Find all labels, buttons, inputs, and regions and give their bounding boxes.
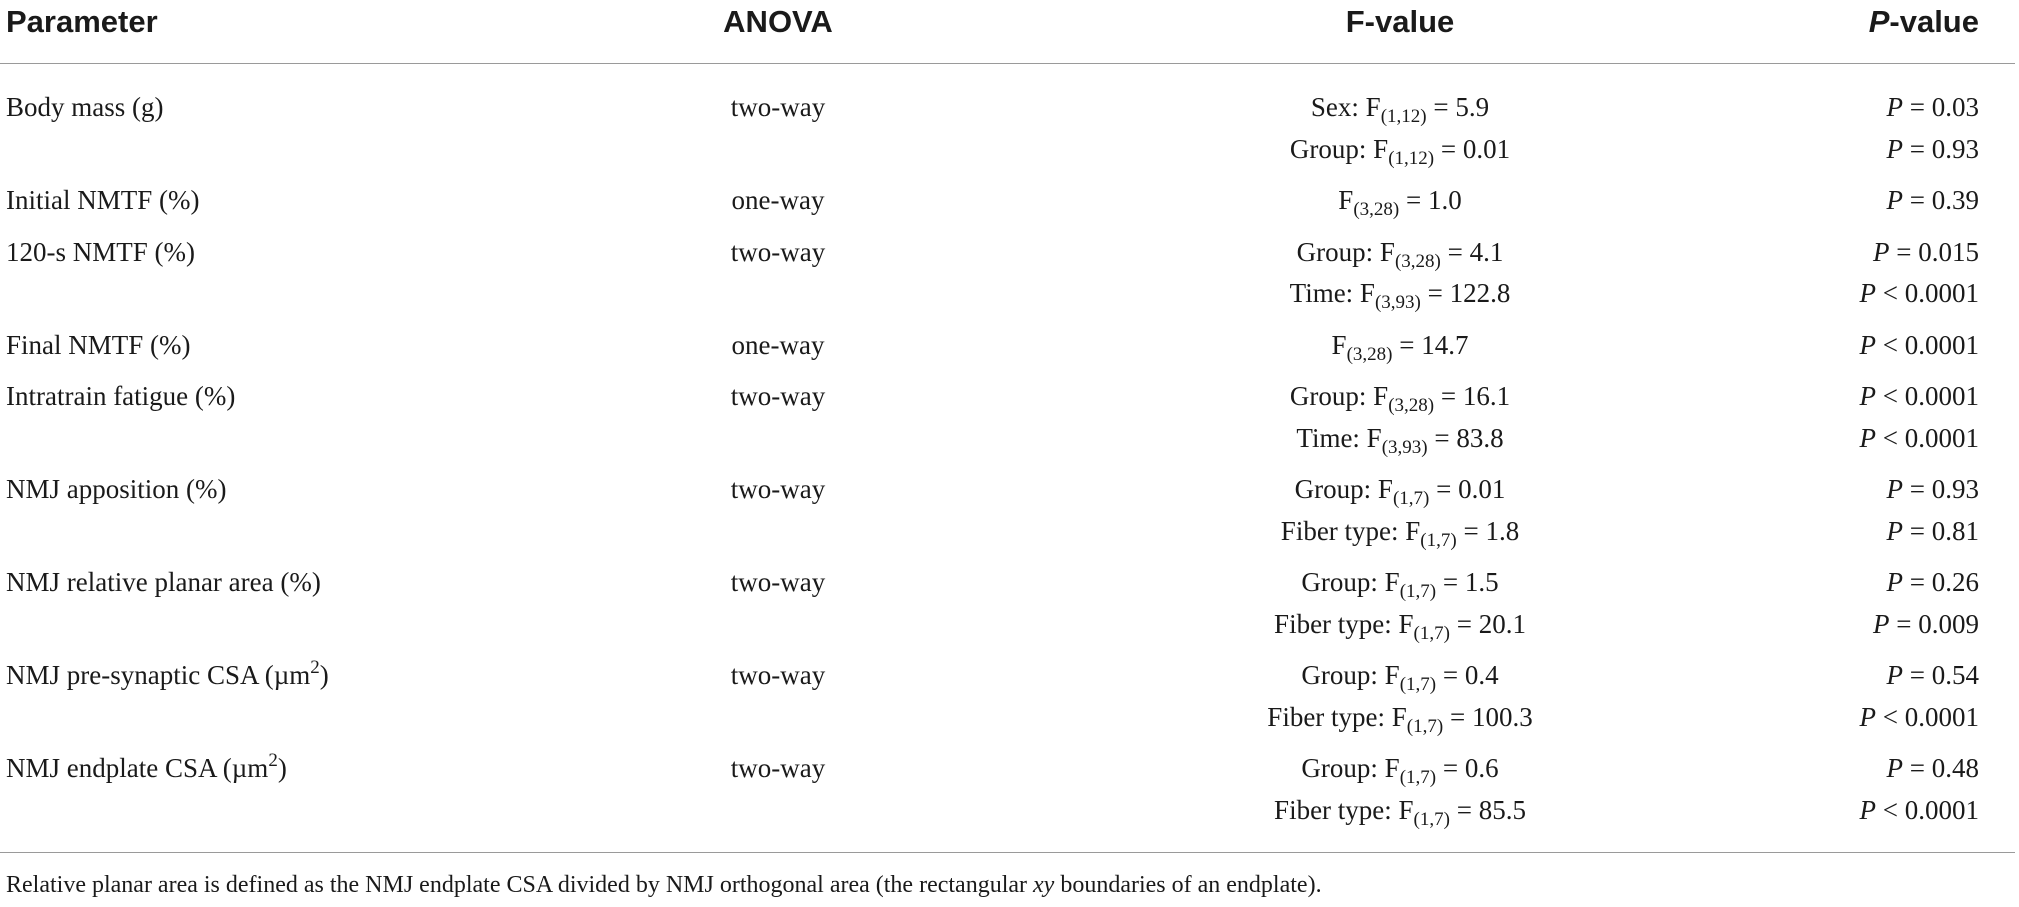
f-label: Sex: F bbox=[1310, 92, 1381, 122]
parameter-label-tail: ) bbox=[277, 753, 287, 783]
parameter-label: NMJ endplate CSA (µm bbox=[6, 753, 269, 783]
p-number: 0.54 bbox=[1931, 660, 1979, 690]
p-number: 0.0001 bbox=[1904, 381, 1979, 411]
parameter-label: Body mass (g) bbox=[6, 92, 164, 122]
anova-cell: one-way bbox=[731, 185, 825, 215]
f-value-cell bbox=[1301, 655, 1498, 695]
anova-cell: two-way bbox=[730, 381, 826, 411]
f-value-cell bbox=[1267, 697, 1532, 737]
anova-cell: two-way bbox=[730, 236, 826, 267]
parameter-label-tail: ) bbox=[319, 660, 329, 690]
degrees-of-freedom: (3,28) bbox=[1353, 199, 1400, 220]
header-pvalue-rest: -value bbox=[1889, 4, 1979, 39]
f-statistic: = 0.6 bbox=[1436, 753, 1499, 783]
p-operator: < bbox=[1876, 381, 1905, 411]
f-value-cell bbox=[1290, 273, 1511, 313]
bottom-rule bbox=[0, 852, 2015, 853]
parameter-label: NMJ apposition (%) bbox=[6, 474, 227, 504]
degrees-of-freedom: (1,7) bbox=[1420, 529, 1457, 551]
degrees-of-freedom: (3,93) bbox=[1381, 436, 1428, 458]
p-symbol: P bbox=[1886, 92, 1904, 122]
footnote-tail: boundaries of an endplate). bbox=[1054, 872, 1322, 898]
p-number: 0.0001 bbox=[1904, 794, 1979, 825]
p-value-cell bbox=[1887, 748, 1979, 788]
p-value-cell bbox=[1887, 129, 1979, 169]
p-symbol: P bbox=[1873, 608, 1890, 639]
p-number: 0.93 bbox=[1931, 474, 1979, 504]
parameter-label: Initial NMTF (%) bbox=[6, 185, 200, 215]
f-value-cell bbox=[1290, 129, 1510, 169]
degrees-of-freedom: (3,28) bbox=[1346, 343, 1393, 365]
p-operator: = bbox=[1889, 608, 1919, 639]
f-label: Fiber type: F bbox=[1267, 701, 1407, 732]
p-number: 0.015 bbox=[1918, 236, 1979, 267]
p-symbol: P bbox=[1873, 236, 1890, 267]
f-value-cell bbox=[1290, 376, 1510, 416]
p-operator: = bbox=[1903, 92, 1932, 122]
p-number: 0.81 bbox=[1931, 515, 1979, 546]
parameter-cell bbox=[6, 180, 199, 220]
f-value-cell bbox=[1311, 87, 1489, 127]
p-number: 0.93 bbox=[1931, 133, 1979, 164]
degrees-of-freedom: (3,28) bbox=[1388, 395, 1435, 416]
f-label: Group: F bbox=[1301, 567, 1400, 597]
p-operator: = bbox=[1903, 133, 1932, 164]
f-statistic: = 5.9 bbox=[1426, 92, 1490, 122]
p-number: 0.0001 bbox=[1904, 278, 1979, 308]
p-symbol: P bbox=[1886, 133, 1904, 164]
p-operator: = bbox=[1903, 474, 1932, 504]
f-statistic: = 0.4 bbox=[1436, 660, 1499, 690]
p-symbol: P bbox=[1886, 753, 1904, 783]
f-statistic: = 4.1 bbox=[1440, 236, 1504, 267]
p-number: 0.0001 bbox=[1904, 329, 1979, 360]
f-label: Group: F bbox=[1289, 381, 1389, 411]
f-label: Group: F bbox=[1296, 236, 1395, 267]
footnote-italic: xy bbox=[1033, 872, 1055, 898]
degrees-of-freedom: (3,93) bbox=[1374, 292, 1421, 313]
f-label: Fiber type: F bbox=[1274, 794, 1414, 825]
p-operator: < bbox=[1876, 329, 1905, 360]
table-footnote bbox=[6, 868, 1322, 902]
parameter-cell bbox=[6, 469, 226, 509]
f-label: Group: F bbox=[1301, 753, 1400, 783]
p-value-cell bbox=[1860, 325, 1979, 365]
degrees-of-freedom: (1,7) bbox=[1413, 622, 1450, 644]
f-label: Group: F bbox=[1294, 474, 1393, 504]
p-number: 0.0001 bbox=[1904, 422, 1979, 453]
p-value-cell bbox=[1887, 655, 1979, 695]
f-statistic: = 0.01 bbox=[1429, 474, 1506, 504]
degrees-of-freedom: (1,7) bbox=[1399, 767, 1437, 788]
parameter-cell bbox=[6, 376, 235, 416]
p-number: 0.48 bbox=[1931, 753, 1979, 783]
anova-cell: two-way bbox=[730, 474, 826, 504]
parameter-cell bbox=[6, 232, 195, 272]
p-symbol: P bbox=[1886, 515, 1904, 546]
p-value-cell bbox=[1887, 87, 1979, 127]
degrees-of-freedom: (1,7) bbox=[1399, 581, 1437, 602]
footnote-text: Relative planar area is defined as the NMJ endplate CSA divided by NMJ orthogonal area (the rectangular bbox=[6, 872, 1034, 898]
anova-cell: two-way bbox=[730, 92, 826, 122]
f-label: Time: F bbox=[1289, 278, 1375, 308]
f-value-cell bbox=[1295, 469, 1506, 509]
p-symbol: P bbox=[1859, 329, 1877, 360]
p-symbol: P bbox=[1859, 701, 1877, 732]
p-value-cell bbox=[1860, 790, 1979, 830]
p-value-cell bbox=[1887, 562, 1979, 602]
header-parameter: Parameter bbox=[6, 4, 158, 39]
p-value-cell bbox=[1860, 273, 1979, 313]
unit-exponent: 2 bbox=[268, 750, 278, 771]
p-operator: = bbox=[1903, 753, 1932, 783]
p-operator: = bbox=[1903, 660, 1932, 690]
parameter-label: 120-s NMTF (%) bbox=[6, 236, 195, 267]
p-number: 0.009 bbox=[1918, 608, 1979, 639]
f-value-cell bbox=[1296, 418, 1503, 458]
f-value-cell bbox=[1274, 790, 1526, 830]
degrees-of-freedom: (1,7) bbox=[1413, 808, 1450, 830]
degrees-of-freedom: (1,7) bbox=[1392, 488, 1430, 509]
degrees-of-freedom: (3,28) bbox=[1394, 250, 1441, 272]
p-operator: < bbox=[1876, 794, 1905, 825]
p-symbol: P bbox=[1859, 278, 1877, 308]
f-label: Fiber type: F bbox=[1274, 608, 1414, 639]
parameter-label: NMJ pre-synaptic CSA (µm bbox=[6, 660, 311, 690]
f-value-cell bbox=[1332, 325, 1469, 365]
header-fvalue: F-value bbox=[1345, 4, 1455, 39]
p-number: 0.39 bbox=[1931, 185, 1979, 215]
p-symbol: P bbox=[1886, 185, 1904, 215]
p-operator: = bbox=[1903, 515, 1932, 546]
header-anova: ANOVA bbox=[723, 4, 833, 39]
p-symbol: P bbox=[1859, 381, 1877, 411]
f-value-cell bbox=[1281, 511, 1519, 551]
f-label: F bbox=[1331, 329, 1347, 360]
f-statistic: = 83.8 bbox=[1427, 422, 1504, 453]
p-number: 0.26 bbox=[1931, 567, 1979, 597]
f-statistic: = 100.3 bbox=[1443, 701, 1533, 732]
p-value-cell bbox=[1887, 511, 1979, 551]
p-operator: < bbox=[1876, 422, 1905, 453]
degrees-of-freedom: (1,7) bbox=[1399, 674, 1437, 695]
p-value-cell bbox=[1887, 180, 1979, 220]
p-symbol: P bbox=[1859, 794, 1877, 825]
parameter-cell bbox=[6, 748, 287, 788]
p-value-cell bbox=[1860, 418, 1979, 458]
parameter-cell bbox=[6, 325, 191, 365]
f-value-cell bbox=[1338, 180, 1461, 220]
parameter-label: NMJ relative planar area (%) bbox=[6, 567, 321, 597]
anova-cell: two-way bbox=[730, 753, 826, 783]
f-value-cell bbox=[1301, 748, 1498, 788]
f-statistic: = 1.5 bbox=[1436, 567, 1499, 597]
f-statistic: = 0.01 bbox=[1434, 133, 1511, 164]
header-pvalue-italic: P bbox=[1868, 4, 1890, 39]
p-symbol: P bbox=[1886, 660, 1904, 690]
f-label: Group: F bbox=[1289, 133, 1389, 164]
anova-cell: one-way bbox=[731, 329, 825, 360]
p-operator: = bbox=[1903, 185, 1932, 215]
p-symbol: P bbox=[1886, 474, 1904, 504]
p-value-cell bbox=[1873, 232, 1979, 272]
f-statistic: = 14.7 bbox=[1392, 329, 1469, 360]
f-statistic: = 20.1 bbox=[1449, 608, 1526, 639]
f-statistic: = 85.5 bbox=[1449, 794, 1526, 825]
f-value-cell bbox=[1297, 232, 1504, 272]
f-statistic: = 1.0 bbox=[1399, 185, 1462, 215]
parameter-cell bbox=[6, 562, 321, 602]
parameter-label: Intratrain fatigue (%) bbox=[6, 381, 236, 411]
p-value-cell bbox=[1887, 469, 1979, 509]
p-value-cell bbox=[1860, 376, 1979, 416]
p-number: 0.0001 bbox=[1904, 701, 1979, 732]
p-operator: < bbox=[1876, 701, 1905, 732]
parameter-label: Final NMTF (%) bbox=[6, 329, 191, 360]
p-value-cell bbox=[1873, 604, 1979, 644]
f-statistic: = 122.8 bbox=[1420, 278, 1511, 308]
p-symbol: P bbox=[1859, 422, 1877, 453]
header-pvalue bbox=[1869, 2, 1979, 42]
f-label: Time: F bbox=[1296, 422, 1382, 453]
f-label: Fiber type: F bbox=[1280, 515, 1421, 546]
p-value-cell bbox=[1860, 697, 1979, 737]
unit-exponent: 2 bbox=[310, 657, 320, 678]
p-operator: = bbox=[1903, 567, 1932, 597]
header-rule bbox=[0, 63, 2015, 64]
anova-cell: two-way bbox=[730, 567, 826, 597]
p-operator: < bbox=[1876, 278, 1905, 308]
parameter-cell bbox=[6, 655, 329, 695]
f-value-cell bbox=[1301, 562, 1498, 602]
degrees-of-freedom: (1,7) bbox=[1406, 715, 1444, 737]
f-value-cell bbox=[1274, 604, 1526, 644]
degrees-of-freedom: (1,12) bbox=[1388, 147, 1435, 169]
p-symbol: P bbox=[1886, 567, 1904, 597]
parameter-cell bbox=[6, 87, 164, 127]
f-statistic: = 16.1 bbox=[1434, 381, 1511, 411]
f-label: Group: F bbox=[1301, 660, 1400, 690]
f-statistic: = 1.8 bbox=[1456, 515, 1520, 546]
anova-cell: two-way bbox=[730, 660, 826, 690]
p-number: 0.03 bbox=[1931, 92, 1979, 122]
degrees-of-freedom: (1,12) bbox=[1380, 106, 1427, 127]
p-operator: = bbox=[1889, 236, 1919, 267]
f-label: F bbox=[1338, 185, 1354, 215]
